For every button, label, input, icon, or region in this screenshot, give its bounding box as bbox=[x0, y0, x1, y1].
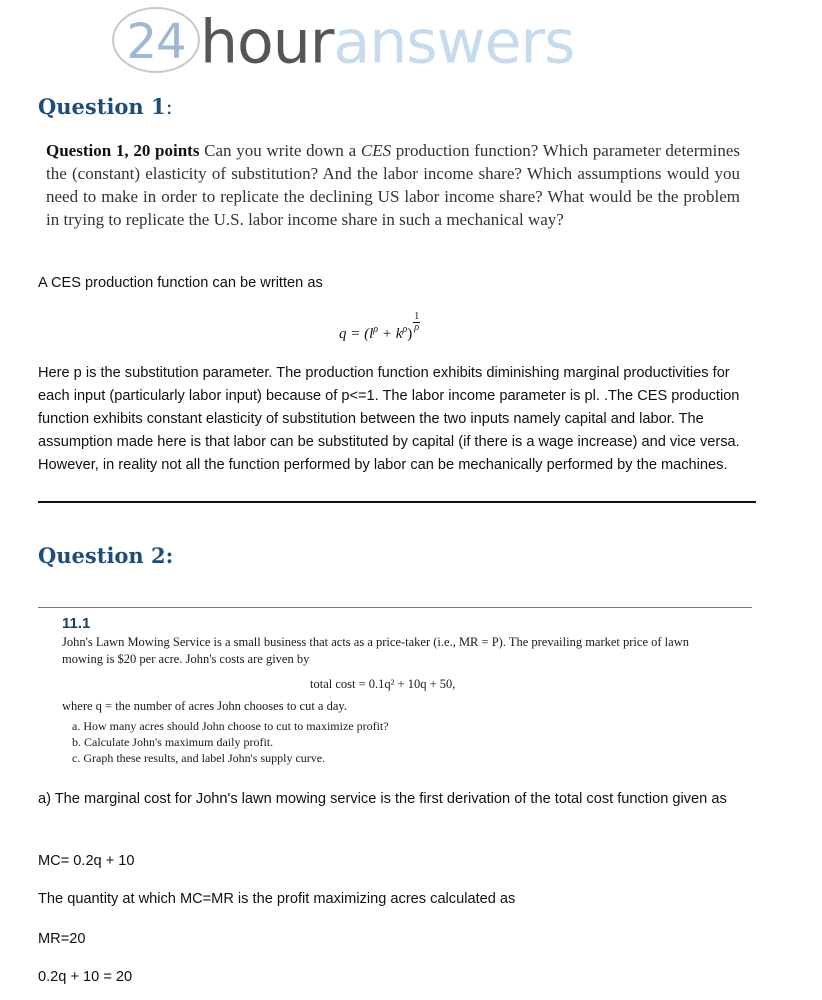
ces-formula-labor-exponent: ρ bbox=[373, 324, 379, 335]
question-1-heading-text: Question 1 bbox=[38, 94, 166, 119]
profit-max-quantity-text: The quantity at which MC=MR is the profit maximizing acres calculated as bbox=[38, 891, 516, 907]
ces-formula-lhs: q = (l bbox=[339, 326, 374, 342]
problem-top-rule bbox=[38, 607, 752, 608]
total-cost-formula: total cost = 0.1q² + 10q + 50, bbox=[310, 677, 456, 691]
question-1-heading bbox=[38, 94, 173, 119]
mc-equals-mr-equation: 0.2q + 10 = 20 bbox=[38, 969, 133, 985]
question-1-ces-term: CES bbox=[360, 141, 392, 160]
question-1-lead: Question 1, 20 points bbox=[46, 141, 200, 160]
problem-statement: John's Lawn Mowing Service is a small business that acts as a price-taker (i.e., MR = P). The prevailing market price of lawn mowing is $20 per acre. John's costs are given by bbox=[62, 635, 689, 666]
question-1-heading-colon: : bbox=[165, 95, 173, 119]
ces-formula-exp-denominator: ρ bbox=[414, 322, 420, 333]
answer-a-text: a) The marginal cost for John's lawn mowing service is the first derivation of the total cost function given as bbox=[38, 791, 727, 807]
marginal-cost-equation: MC= 0.2q + 10 bbox=[38, 853, 135, 869]
logo-number-badge: 24 bbox=[112, 7, 200, 73]
ces-formula bbox=[339, 312, 420, 343]
ces-formula-close-paren: ) bbox=[407, 326, 413, 342]
ces-formula-exp-numerator: 1 bbox=[414, 311, 420, 322]
question-1-prompt bbox=[46, 139, 740, 231]
site-logo bbox=[112, 4, 574, 82]
section-divider bbox=[38, 501, 756, 503]
question-1-prompt-part-a: Can you write down a bbox=[199, 141, 361, 160]
problem-where-clause: where q = the number of acres John chooses to cut a day. bbox=[62, 699, 347, 713]
question-1-prompt-part-b: production function? Which parameter determines the (constant) elasticity of substitution? And the labor income share? Which assumptions would you need to make in order to replicate the declining US labor income share? What would be the problem in trying to replicate the U.S. labor income share in such a mechanical way? bbox=[46, 141, 741, 229]
question-2-heading: Question 2: bbox=[38, 543, 174, 568]
ces-intro-text: A CES production function can be written as bbox=[38, 275, 323, 291]
logo-word-answers: answers bbox=[333, 7, 575, 78]
problem-part-b: b. Calculate John's maximum daily profit. bbox=[72, 735, 274, 749]
ces-formula-capital-term: + k bbox=[378, 326, 403, 342]
problem-number: 11.1 bbox=[62, 615, 91, 632]
ces-formula-outer-exponent bbox=[413, 312, 420, 333]
marginal-revenue-equation: MR=20 bbox=[38, 931, 86, 947]
problem-part-c: c. Graph these results, and label John's supply curve. bbox=[72, 751, 326, 765]
logo-word-hour: hour bbox=[200, 7, 334, 78]
question-1-answer: Here p is the substitution parameter. The production function exhibits diminishing marginal productivities for each input (particularly labor input) because of p<=1. The labor income parameter is pl. .The CES production function exhibits constant elasticity of substitution between the two inputs namely capital and labor. The assumption made here is that labor can be substituted by capital (if there is a wage increase) and vice versa. However, in reality not all the function performed by labor can be mechanically performed by the machines. bbox=[38, 365, 740, 473]
problem-part-a: a. How many acres should John choose to cut to maximize profit? bbox=[72, 719, 389, 733]
ces-formula-capital-exponent: ρ bbox=[402, 324, 408, 335]
